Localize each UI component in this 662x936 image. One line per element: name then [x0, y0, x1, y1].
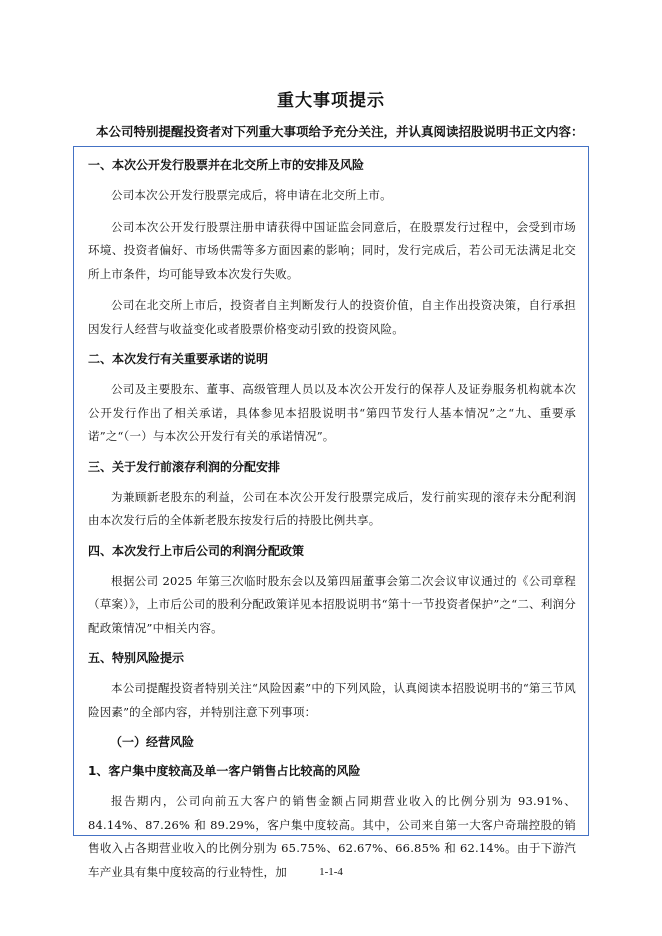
paragraph: 为兼顾新老股东的利益，公司在本次公开发行股票完成后，发行前实现的滚存未分配利润由本次发行后的全体新老股东按发行后的持股比例共享。	[88, 489, 576, 527]
paragraph: 公司本次公开发行股票完成后，将申请在北交所上市。	[111, 188, 392, 202]
paragraph: 公司及主要股东、董事、高级管理人员以及本次公开发行的保荐人及证券服务机构就本次公开发行作出了相关承诺，具体参见本招股说明书“第四节发行人基本情况”之“九、重要承诺”之“（一）与本次公开发行有关的承诺情况”。	[88, 382, 576, 443]
section-heading-2: 二、本次发行有关重要承诺的说明	[88, 352, 269, 366]
document-title: 重大事项提示	[277, 91, 385, 111]
page-number: 1-1-4	[319, 866, 343, 878]
paragraph: 公司在北交所上市后，投资者自主判断发行人的投资价值，自主作出投资决策，自行承担因发行人经营与收益变化或者股票价格变动引致的投资风险。	[88, 298, 576, 336]
paragraph: 报告期内，公司向前五大客户的销售金额占同期营业收入的比例分别为 93.91%、84.14%、87.26% 和 89.29%，客户集中度较高。其中，公司来自第一大客户奇瑞控股的销售收入占各期营业收入的比例分别为 65.75%、62.67%、66.85% 和 62.14%。由于下游汽车产业具有集中度较高的行业特性，加	[88, 794, 576, 879]
section-heading-3: 三、关于发行前滚存利润的分配安排	[88, 459, 281, 474]
section-heading-4: 四、本次发行上市后公司的利润分配政策	[88, 543, 305, 558]
section-heading-5: 五、特别风险提示	[88, 651, 185, 665]
sub-sub-heading-customer-concentration: 1、客户集中度较高及单一客户销售占比较高的风险	[88, 764, 361, 778]
notice-content	[88, 155, 576, 892]
paragraph: 根据公司 2025 年第三次临时股东会以及第四届董事会第二次会议审议通过的《公司章程（草案）》，上市后公司的股利分配政策详见本招股说明书“第十一节投资者保护”之“二、利润分配政策情况”中相关内容。	[88, 573, 576, 635]
section-heading-1: 一、本次公开发行股票并在北交所上市的安排及风险	[88, 158, 365, 172]
sub-heading-operating-risk: （一）经营风险	[110, 735, 195, 749]
paragraph: 公司本次公开发行股票注册申请获得中国证监会同意后，在股票发行过程中，会受到市场环境、投资者偏好、市场供需等多方面因素的影响；同时，发行完成后，若公司无法满足北交所上市条件，均可能导致本次发行失败。	[88, 219, 576, 281]
paragraph: 本公司提醒投资者特别关注“风险因素”中的下列风险，认真阅读本招股说明书的“第三节风险因素”的全部内容，并特别注意下列事项：	[88, 681, 576, 719]
intro-statement: 本公司特别提醒投资者对下列重大事项给予充分关注，并认真阅读招股说明书正文内容：	[96, 124, 584, 139]
